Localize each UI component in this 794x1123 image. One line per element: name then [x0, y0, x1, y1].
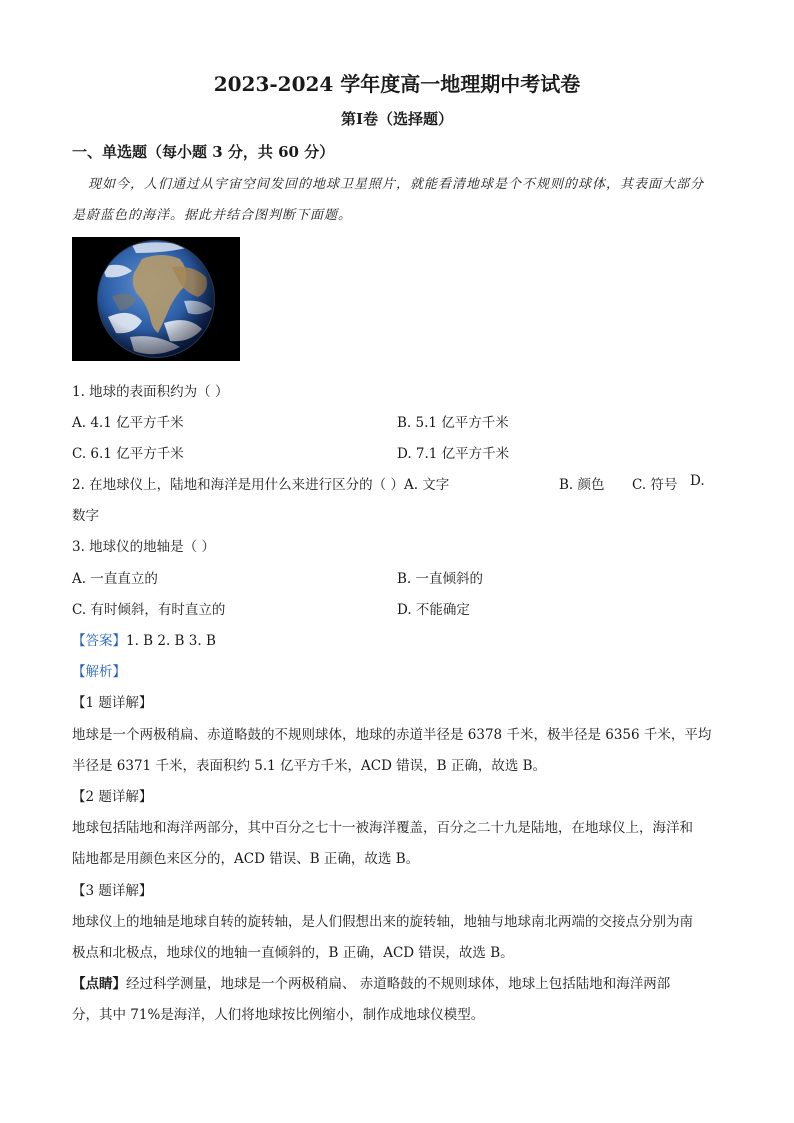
detail-1-line-1: 地球是一个两极稍扁、赤道略鼓的不规则球体，地球的赤道半径是 6378 千米，极半径是 6356 千米，平均 [72, 727, 712, 743]
detail-2-line-1: 地球包括陆地和海洋两部分，其中百分之七十一被海洋覆盖，百分之二十九是陆地，在地球仪上，海洋和 [72, 820, 693, 836]
earth-globe-image [72, 237, 240, 361]
q1-stem: 1. 地球的表面积约为（ ） [72, 384, 229, 400]
section-heading: 一、单选题（每小题 3 分，共 60 分） [72, 143, 335, 161]
q2-option-b: B. 颜色 [559, 477, 605, 493]
tip-line-2: 分，其中 71%是海洋，人们将地球按比例缩小，制作成地球仪模型。 [72, 1007, 485, 1023]
q3-option-b: B. 一直倾斜的 [397, 571, 484, 587]
q3-stem: 3. 地球仪的地轴是（ ） [72, 539, 215, 555]
intro-line-1: 现如今，人们通过从宇宙空间发回的地球卫星照片，就能看清地球是个不规则的球体，其表面大部分 [88, 177, 705, 192]
q2-option-c: C. 符号 [632, 477, 678, 493]
intro-line-2: 是蔚蓝色的海洋。据此并结合图判断下面题。 [72, 208, 353, 223]
q1-option-d: D. 7.1 亿平方千米 [397, 446, 510, 462]
q2-option-d-text: 数字 [72, 508, 99, 524]
analysis-label: 【解析】 [72, 664, 126, 680]
answer-values: 1. B 2. B 3. B [126, 633, 216, 649]
tip-text-1: 经过科学测量，地球是一个两极稍扁、 赤道略鼓的不规则球体，地球上包括陆地和海洋两部 [126, 976, 671, 992]
q2-stem: 2. 在地球仪上，陆地和海洋是用什么来进行区分的（ ）A. 文字 [72, 477, 450, 493]
part-title: 第Ⅰ卷（选择题） [340, 110, 454, 128]
detail-1-line-2: 半径是 6371 千米，表面积约 5.1 亿平方千米，ACD 错误，B 正确，故选 B。 [72, 758, 547, 774]
detail-3-line-2: 极点和北极点，地球仪的地轴一直倾斜的，B 正确，ACD 错误，故选 B。 [72, 945, 514, 961]
earth-photo [72, 237, 240, 361]
q2-option-d: D. [690, 473, 705, 489]
detail-3-line-1: 地球仪上的地轴是地球自转的旋转轴，是人们假想出来的旋转轴，地轴与地球南北两端的交接点分别为南 [72, 914, 693, 930]
detail-2-line-2: 陆地都是用颜色来区分的，ACD 错误、B 正确，故选 B。 [72, 851, 420, 867]
answer-label: 【答案】 [72, 633, 126, 649]
q3-option-d: D. 不能确定 [397, 602, 470, 618]
q1-option-a: A. 4.1 亿平方千米 [72, 415, 184, 431]
q3-option-c: C. 有时倾斜，有时直立的 [72, 602, 226, 618]
tip-line-1 [72, 972, 670, 992]
q1-option-b: B. 5.1 亿平方千米 [397, 415, 509, 431]
exam-title: 2023-2024 学年度高一地理期中考试卷 [213, 72, 581, 96]
q1-option-c: C. 6.1 亿平方千米 [72, 446, 184, 462]
detail-3-label: 【3 题详解】 [72, 883, 153, 899]
detail-1-label: 【1 题详解】 [72, 695, 153, 711]
answer-line [72, 629, 216, 649]
q3-option-a: A. 一直直立的 [72, 571, 158, 587]
detail-2-label: 【2 题详解】 [72, 789, 153, 805]
tip-label: 【点睛】 [72, 976, 126, 992]
